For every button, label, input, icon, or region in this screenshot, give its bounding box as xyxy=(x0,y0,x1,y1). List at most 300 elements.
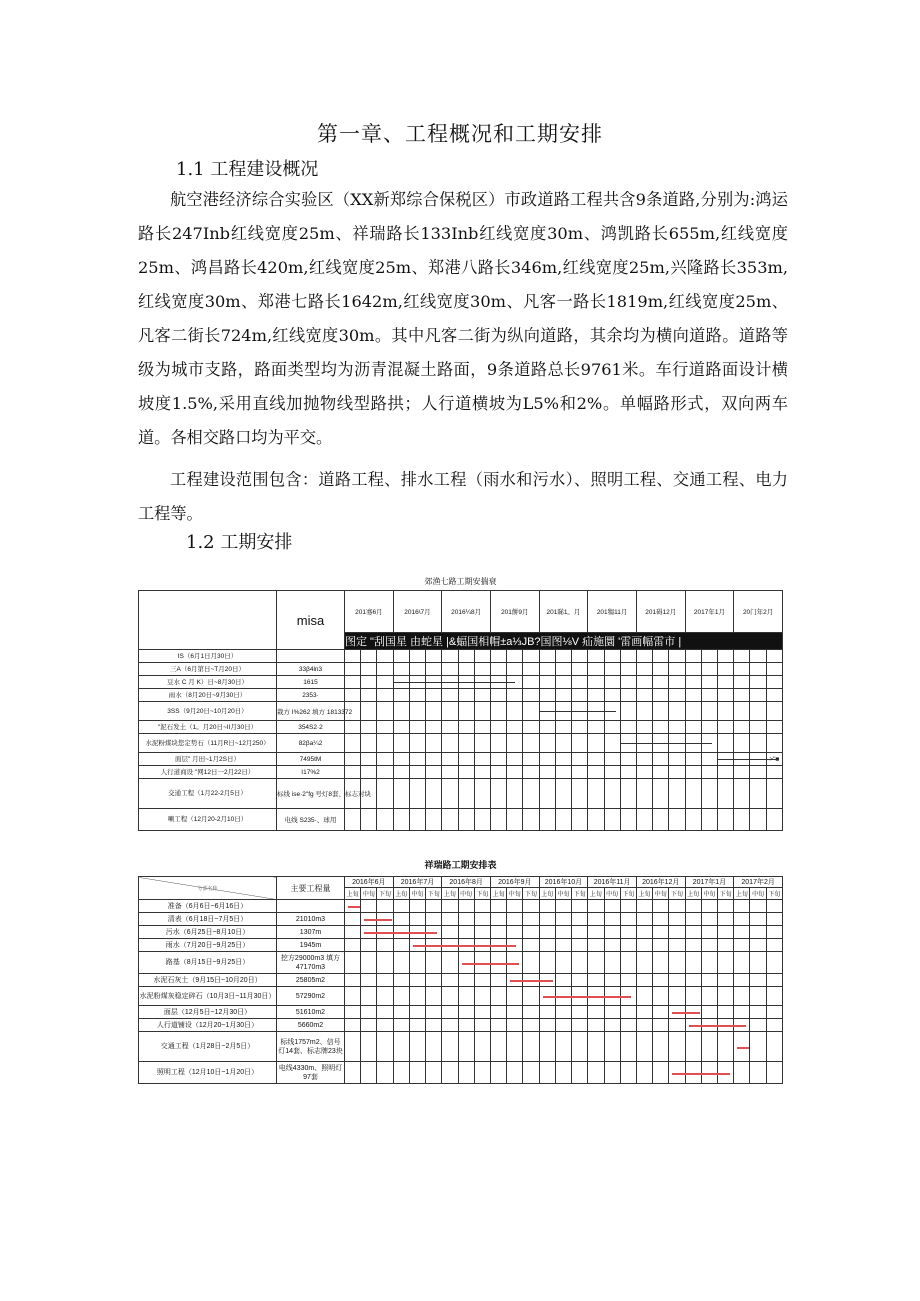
timeline-cell xyxy=(620,663,636,676)
decade-header: 上旬 xyxy=(636,888,652,900)
decade-header: 上旬 xyxy=(345,888,361,900)
timeline-cell xyxy=(588,1062,604,1084)
timeline-cell xyxy=(490,1019,506,1032)
timeline-cell xyxy=(474,689,490,702)
timeline-cell xyxy=(409,974,425,987)
header-qty-cell: misa xyxy=(277,591,345,650)
timeline-cell xyxy=(636,913,652,926)
timeline-cell xyxy=(442,766,458,779)
timeline-cell xyxy=(588,1019,604,1032)
timeline-cell xyxy=(523,1062,539,1084)
timeline-cell xyxy=(620,1019,636,1032)
timeline-cell xyxy=(539,1006,555,1019)
timeline-cell xyxy=(361,650,377,663)
task-cell: 面层（12月5日~12月30日） xyxy=(139,1006,277,1019)
timeline-cell xyxy=(718,952,734,974)
timeline-cell xyxy=(701,926,717,939)
task-cell: 准备（6月6日~6月16日） xyxy=(139,900,277,913)
timeline-cell xyxy=(523,952,539,974)
timeline-cell xyxy=(442,753,458,766)
decade-header: 下旬 xyxy=(474,888,490,900)
timeline-cell xyxy=(426,734,442,753)
timeline-cell xyxy=(620,650,636,663)
schedule-bar xyxy=(510,980,553,982)
timeline-cell xyxy=(653,974,669,987)
timeline-cell xyxy=(361,987,377,1006)
timeline-cell xyxy=(636,900,652,913)
timeline-cell xyxy=(474,987,490,1006)
schedule-bar xyxy=(413,945,516,947)
timeline-cell xyxy=(620,939,636,952)
timeline-cell xyxy=(490,1006,506,1019)
timeline-cell xyxy=(539,753,555,766)
month-header: 201睇1。月 xyxy=(539,591,588,633)
task-cell: 交通工程（1月28日~2月5日） xyxy=(139,1032,277,1062)
timeline-cell xyxy=(718,913,734,926)
timeline-cell xyxy=(766,1062,782,1084)
timeline-cell xyxy=(734,689,750,702)
timeline-cell xyxy=(636,974,652,987)
schedule-bar xyxy=(364,932,437,934)
quantity-cell: I17%2 xyxy=(277,766,345,779)
timeline-cell xyxy=(539,1019,555,1032)
timeline-cell xyxy=(361,689,377,702)
timeline-cell xyxy=(523,753,539,766)
schedule-bar xyxy=(672,1073,730,1075)
timeline-cell xyxy=(636,952,652,974)
timeline-cell xyxy=(345,939,361,952)
timeline-cell xyxy=(588,766,604,779)
decade-header: 上旬 xyxy=(588,888,604,900)
timeline-cell xyxy=(572,974,588,987)
timeline-cell xyxy=(474,913,490,926)
timeline-cell xyxy=(669,1019,685,1032)
decade-header: 中旬 xyxy=(409,888,425,900)
timeline-cell xyxy=(490,721,506,734)
timeline-cell xyxy=(750,663,766,676)
schedule-bar xyxy=(543,996,631,998)
timeline-cell xyxy=(442,974,458,987)
task-cell: 污水（6月25日~8月10日） xyxy=(139,926,277,939)
timeline-cell xyxy=(345,1019,361,1032)
timeline-cell xyxy=(507,766,523,779)
timeline-cell xyxy=(377,753,393,766)
timeline-cell xyxy=(507,753,523,766)
timeline-cell xyxy=(766,1019,782,1032)
timeline-cell xyxy=(458,913,474,926)
timeline-cell xyxy=(718,689,734,702)
timeline-cell xyxy=(734,676,750,689)
timeline-cell xyxy=(669,987,685,1006)
timeline-cell xyxy=(653,676,669,689)
timeline-cell xyxy=(345,779,361,809)
timeline-cell xyxy=(409,650,425,663)
timeline-cell xyxy=(572,734,588,753)
task-cell: 人行道商设 "网12日一2月22日） xyxy=(139,766,277,779)
timeline-cell xyxy=(490,974,506,987)
timeline-cell xyxy=(523,663,539,676)
timeline-cell xyxy=(750,766,766,779)
timeline-cell xyxy=(523,809,539,831)
decade-header: 中旬 xyxy=(458,888,474,900)
timeline-cell xyxy=(604,689,620,702)
decade-header: 下旬 xyxy=(718,888,734,900)
timeline-cell xyxy=(490,753,506,766)
decade-header: 上旬 xyxy=(442,888,458,900)
timeline-cell xyxy=(490,900,506,913)
timeline-cell xyxy=(734,779,750,809)
month-header: 2016年8月 xyxy=(442,877,491,888)
timeline-cell xyxy=(636,779,652,809)
timeline-cell xyxy=(474,779,490,809)
timeline-cell xyxy=(669,939,685,952)
decade-header: 下旬 xyxy=(766,888,782,900)
timeline-cell xyxy=(555,939,571,952)
timeline-cell xyxy=(409,952,425,974)
timeline-cell xyxy=(636,650,652,663)
quantity-cell: 57290m2 xyxy=(277,987,345,1006)
timeline-cell xyxy=(458,702,474,721)
timeline-cell xyxy=(345,721,361,734)
quantity-cell: 25805m2 xyxy=(277,974,345,987)
timeline-cell xyxy=(377,1019,393,1032)
timeline-cell xyxy=(523,1032,539,1062)
timeline-cell xyxy=(458,1032,474,1062)
timeline-cell xyxy=(620,702,636,721)
timeline-cell xyxy=(393,766,409,779)
timeline-cell xyxy=(572,721,588,734)
timeline-cell xyxy=(669,766,685,779)
timeline-cell xyxy=(588,650,604,663)
timeline-cell xyxy=(653,987,669,1006)
timeline-cell xyxy=(490,779,506,809)
timeline-cell xyxy=(426,689,442,702)
timeline-cell xyxy=(718,900,734,913)
timeline-cell xyxy=(361,766,377,779)
timeline-cell xyxy=(718,702,734,721)
task-cell: 3SS（9月20日~10月20日） xyxy=(139,702,277,721)
timeline-cell xyxy=(669,650,685,663)
timeline-cell xyxy=(734,939,750,952)
timeline-cell xyxy=(426,809,442,831)
timeline-cell xyxy=(361,1019,377,1032)
timeline-cell xyxy=(442,952,458,974)
task-cell: 三A（6月第日~T月20日） xyxy=(139,663,277,676)
timeline-cell xyxy=(685,753,701,766)
timeline-cell xyxy=(507,974,523,987)
timeline-cell xyxy=(507,1062,523,1084)
timeline-cell xyxy=(555,1032,571,1062)
decade-header: 下旬 xyxy=(572,888,588,900)
timeline-cell xyxy=(426,974,442,987)
timeline-cell xyxy=(377,702,393,721)
timeline-cell xyxy=(701,663,717,676)
timeline-cell xyxy=(669,809,685,831)
task-cell: "泥石发土（1。月20日~II月30日） xyxy=(139,721,277,734)
timeline-cell xyxy=(734,913,750,926)
timeline-cell xyxy=(701,809,717,831)
timeline-cell xyxy=(572,939,588,952)
timeline-cell xyxy=(685,650,701,663)
timeline-cell xyxy=(572,650,588,663)
decade-header: 上旬 xyxy=(734,888,750,900)
timeline-cell xyxy=(345,900,361,913)
timeline-cell xyxy=(555,952,571,974)
timeline-cell xyxy=(361,779,377,809)
timeline-cell xyxy=(523,779,539,809)
timeline-cell xyxy=(555,1006,571,1019)
timeline-cell xyxy=(766,900,782,913)
timeline-cell xyxy=(750,779,766,809)
timeline-cell xyxy=(458,779,474,809)
timeline-cell xyxy=(539,809,555,831)
timeline-cell xyxy=(361,939,377,952)
timeline-cell xyxy=(409,1019,425,1032)
timeline-cell xyxy=(669,721,685,734)
timeline-cell xyxy=(345,650,361,663)
timeline-cell xyxy=(588,1032,604,1062)
month-header: 20门年2月 xyxy=(734,591,783,633)
timeline-cell xyxy=(572,913,588,926)
timeline-cell xyxy=(555,734,571,753)
timeline-cell xyxy=(539,663,555,676)
timeline-cell xyxy=(766,676,782,689)
month-header: 2016¼8月 xyxy=(442,591,491,633)
timeline-cell xyxy=(458,689,474,702)
timeline-cell xyxy=(345,663,361,676)
timeline-cell xyxy=(377,809,393,831)
timeline-cell xyxy=(442,689,458,702)
timeline-cell xyxy=(539,913,555,926)
timeline-cell xyxy=(734,952,750,974)
timeline-cell xyxy=(734,1006,750,1019)
timeline-cell xyxy=(474,766,490,779)
timeline-cell xyxy=(604,974,620,987)
month-header: 2016年11月 xyxy=(588,877,637,888)
timeline-cell xyxy=(393,900,409,913)
timeline-cell xyxy=(458,900,474,913)
timeline-cell xyxy=(377,650,393,663)
timeline-cell xyxy=(766,702,782,721)
timeline-cell xyxy=(490,926,506,939)
timeline-cell xyxy=(750,809,766,831)
timeline-cell xyxy=(539,779,555,809)
timeline-cell xyxy=(669,702,685,721)
timeline-cell xyxy=(572,1062,588,1084)
timeline-cell xyxy=(766,1032,782,1062)
timeline-cell xyxy=(393,650,409,663)
timeline-cell xyxy=(604,900,620,913)
schedule-bar xyxy=(540,711,616,712)
timeline-cell xyxy=(361,974,377,987)
timeline-cell xyxy=(766,1006,782,1019)
timeline-cell xyxy=(653,1006,669,1019)
timeline-cell xyxy=(426,1019,442,1032)
timeline-cell xyxy=(458,1019,474,1032)
timeline-cell xyxy=(523,939,539,952)
timeline-cell xyxy=(458,974,474,987)
timeline-cell xyxy=(669,689,685,702)
timeline-cell xyxy=(653,779,669,809)
timeline-cell xyxy=(555,1062,571,1084)
timeline-cell xyxy=(442,913,458,926)
timeline-cell xyxy=(393,676,409,689)
timeline-cell xyxy=(685,952,701,974)
timeline-cell xyxy=(474,650,490,663)
timeline-cell xyxy=(750,1032,766,1062)
timeline-cell xyxy=(766,734,782,753)
timeline-cell xyxy=(685,721,701,734)
gantt-table-2 xyxy=(138,858,783,1084)
timeline-cell xyxy=(377,900,393,913)
timeline-cell xyxy=(555,779,571,809)
timeline-cell xyxy=(653,663,669,676)
timeline-cell xyxy=(474,1062,490,1084)
body-paragraphs xyxy=(138,183,788,531)
timeline-cell xyxy=(669,900,685,913)
timeline-cell xyxy=(572,663,588,676)
timeline-cell xyxy=(539,766,555,779)
timeline-cell xyxy=(442,721,458,734)
timeline-cell xyxy=(539,676,555,689)
timeline-cell xyxy=(393,952,409,974)
timeline-cell xyxy=(669,913,685,926)
decade-header: 中旬 xyxy=(555,888,571,900)
timeline-cell xyxy=(426,1006,442,1019)
month-header: 201犓11月 xyxy=(588,591,637,633)
timeline-cell xyxy=(636,809,652,831)
timeline-cell xyxy=(750,913,766,926)
timeline-cell xyxy=(588,663,604,676)
timeline-cell xyxy=(588,913,604,926)
timeline-cell xyxy=(718,753,734,766)
quantity-cell: 2353· xyxy=(277,689,345,702)
section-heading-1-2: 1.2 工期安排 xyxy=(186,532,293,553)
timeline-cell xyxy=(377,939,393,952)
timeline-cell xyxy=(750,939,766,952)
decade-header: 中旬 xyxy=(507,888,523,900)
timeline-cell xyxy=(718,809,734,831)
timeline-cell xyxy=(766,987,782,1006)
timeline-cell xyxy=(669,1006,685,1019)
quantity-cell: 标线 ise·2"fg 号灯8套、标志对块 xyxy=(277,779,345,809)
timeline-cell xyxy=(701,1006,717,1019)
timeline-cell xyxy=(474,721,490,734)
timeline-cell xyxy=(588,721,604,734)
timeline-cell xyxy=(685,809,701,831)
timeline-cell xyxy=(750,1062,766,1084)
timeline-cell xyxy=(685,939,701,952)
timeline-cell xyxy=(701,1032,717,1062)
timeline-cell xyxy=(718,650,734,663)
task-cell: 交通工程（1月22-2月5日） xyxy=(139,779,277,809)
timeline-cell xyxy=(636,1062,652,1084)
timeline-cell xyxy=(377,1032,393,1062)
timeline-cell xyxy=(653,926,669,939)
timeline-cell xyxy=(474,809,490,831)
timeline-cell xyxy=(636,926,652,939)
timeline-cell xyxy=(345,1006,361,1019)
timeline-cell xyxy=(620,753,636,766)
timeline-cell xyxy=(539,1032,555,1062)
timeline-cell xyxy=(620,676,636,689)
timeline-cell xyxy=(393,974,409,987)
timeline-cell xyxy=(588,926,604,939)
decade-header: 上旬 xyxy=(539,888,555,900)
timeline-cell xyxy=(345,766,361,779)
timeline-cell xyxy=(588,689,604,702)
timeline-cell xyxy=(507,650,523,663)
header-qty-cell: 主要工程量 xyxy=(277,877,345,900)
timeline-cell xyxy=(474,1006,490,1019)
timeline-cell xyxy=(507,702,523,721)
timeline-cell xyxy=(701,987,717,1006)
timeline-cell xyxy=(409,1062,425,1084)
timeline-cell xyxy=(572,1006,588,1019)
timeline-cell xyxy=(458,650,474,663)
timeline-cell xyxy=(474,900,490,913)
timeline-cell xyxy=(669,663,685,676)
timeline-cell xyxy=(442,1019,458,1032)
timeline-cell xyxy=(604,753,620,766)
timeline-cell xyxy=(588,1006,604,1019)
timeline-cell xyxy=(426,650,442,663)
timeline-cell xyxy=(345,702,361,721)
paragraph-scope: 工程建设范围包含：道路工程、排水工程（雨水和污水）、照明工程、交通工程、电力工程等。 xyxy=(138,470,788,523)
timeline-cell xyxy=(750,926,766,939)
timeline-cell xyxy=(393,734,409,753)
timeline-cell xyxy=(750,676,766,689)
timeline-cell xyxy=(539,702,555,721)
task-cell: 雨水（7月20日~9月25日） xyxy=(139,939,277,952)
timeline-cell xyxy=(604,1019,620,1032)
timeline-cell xyxy=(701,689,717,702)
chapter-title: 第一章、工程概况和工期安排 xyxy=(317,122,603,146)
timeline-cell xyxy=(750,1006,766,1019)
decade-header: 中旬 xyxy=(701,888,717,900)
timeline-cell xyxy=(555,689,571,702)
timeline-cell xyxy=(588,734,604,753)
timeline-cell xyxy=(636,766,652,779)
timeline-cell xyxy=(604,952,620,974)
timeline-cell xyxy=(620,1006,636,1019)
schedule-bar xyxy=(364,919,391,921)
timeline-cell xyxy=(701,753,717,766)
timeline-cell xyxy=(685,702,701,721)
timeline-cell xyxy=(361,1006,377,1019)
timeline-cell xyxy=(750,650,766,663)
timeline-cell xyxy=(734,663,750,676)
timeline-cell xyxy=(588,779,604,809)
timeline-cell xyxy=(620,1032,636,1062)
timeline-cell xyxy=(458,926,474,939)
timeline-cell xyxy=(345,987,361,1006)
timeline-cell xyxy=(734,766,750,779)
timeline-cell xyxy=(750,1019,766,1032)
timeline-cell xyxy=(523,676,539,689)
timeline-cell xyxy=(345,913,361,926)
decade-header: 下旬 xyxy=(426,888,442,900)
timeline-cell xyxy=(361,663,377,676)
timeline-cell xyxy=(345,676,361,689)
timeline-cell xyxy=(750,952,766,974)
note-mark: >"■ xyxy=(769,755,780,763)
timeline-cell xyxy=(523,689,539,702)
timeline-cell xyxy=(377,974,393,987)
timeline-cell xyxy=(620,721,636,734)
timeline-cell xyxy=(734,900,750,913)
timeline-cell xyxy=(734,721,750,734)
